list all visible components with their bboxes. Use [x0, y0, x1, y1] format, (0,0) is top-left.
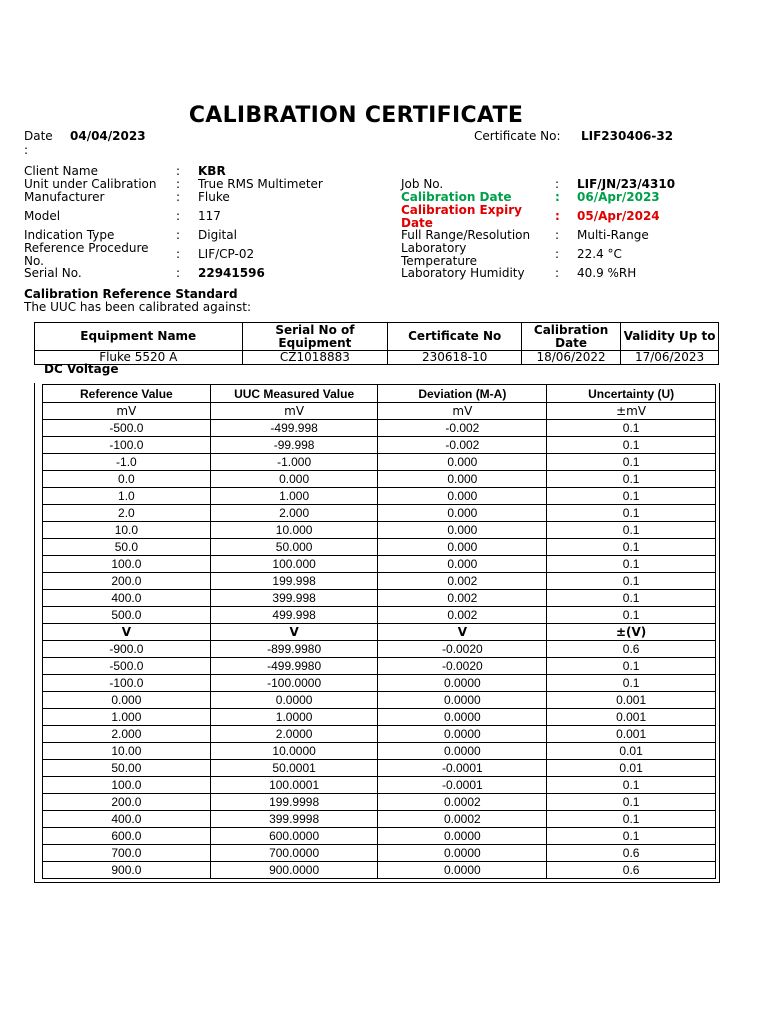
uncertainty-cell: 0.1	[547, 658, 716, 675]
deviation-cell: 0.0000	[378, 845, 547, 862]
table-row	[43, 641, 716, 658]
uuc-measured-value-cell: 600.0000	[210, 828, 378, 845]
reference-value-cell: 100.0	[43, 556, 211, 573]
table-row	[43, 743, 716, 760]
unit-row	[43, 624, 716, 641]
uuc-measured-value-cell: 700.0000	[210, 845, 378, 862]
deviation-cell: 0.002	[378, 590, 547, 607]
indication-value: Digital	[198, 228, 237, 242]
deviation-cell: 0.000	[378, 556, 547, 573]
procedure-colon: :	[176, 247, 181, 261]
expiry-label-line1: Calibration Expiry	[401, 203, 522, 217]
unit-value: True RMS Multimeter	[198, 177, 323, 191]
table-row	[43, 692, 716, 709]
reference-heading: Calibration Reference Standard	[24, 287, 238, 301]
uuc-measured-value-cell: -100.0000	[210, 675, 378, 692]
uuc-measured-value-cell: 2.000	[210, 505, 378, 522]
reference-value-cell: 600.0	[43, 828, 211, 845]
uuc-measured-value-cell: 10.0000	[210, 743, 378, 760]
uncertainty-cell: 0.1	[547, 828, 716, 845]
reference-value-cell: 10.00	[43, 743, 211, 760]
uncertainty-cell: 0.1	[547, 522, 716, 539]
uncertainty-cell: 0.1	[547, 777, 716, 794]
table-row	[43, 420, 716, 437]
reference-value-cell: 500.0	[43, 607, 211, 624]
deviation-cell: 0.0000	[378, 726, 547, 743]
range-label: Full Range/Resolution	[401, 228, 531, 242]
uuc-measured-value-cell: 2.0000	[210, 726, 378, 743]
deviation-cell: -0.0020	[378, 658, 547, 675]
uncertainty-cell: 0.1	[547, 454, 716, 471]
calibration-date-cell: 18/06/2022	[522, 351, 621, 365]
deviation-cell: 0.0002	[378, 794, 547, 811]
reference-value-cell: -100.0	[43, 437, 211, 454]
reference-subtext: The UUC has been calibrated against:	[24, 300, 252, 314]
deviation-cell: 0.002	[378, 573, 547, 590]
manufacturer-label: Manufacturer	[24, 190, 105, 204]
reference-value-cell: 0.0	[43, 471, 211, 488]
uuc-measured-value-cell: 50.000	[210, 539, 378, 556]
table-row	[43, 760, 716, 777]
uuc-measured-value-cell: -99.998	[210, 437, 378, 454]
dc-voltage-table	[42, 384, 716, 879]
reference-value-cell: 50.0	[43, 539, 211, 556]
unit-row	[43, 403, 716, 420]
calibration-date-value: 06/Apr/2023	[577, 190, 660, 204]
reference-value-cell: -500.0	[43, 658, 211, 675]
uncertainty-cell: 0.6	[547, 845, 716, 862]
uncertainty-cell: 0.001	[547, 726, 716, 743]
table-row	[43, 777, 716, 794]
model-value: 117	[198, 209, 221, 223]
indication-colon: :	[176, 228, 181, 242]
table-row	[43, 454, 716, 471]
deviation-cell: 0.0000	[378, 675, 547, 692]
uncertainty-cell: 0.01	[547, 743, 716, 760]
uncertainty-cell: 0.001	[547, 692, 716, 709]
deviation-cell: 0.0000	[378, 743, 547, 760]
deviation-cell: 0.0000	[378, 692, 547, 709]
reference-value-cell: 10.0	[43, 522, 211, 539]
header-certificate-no: Certificate No	[388, 323, 522, 351]
unit-cell: mV	[210, 403, 378, 420]
unit-cell: mV	[378, 403, 547, 420]
calibration-date-colon: :	[555, 190, 560, 204]
reference-value-cell: 400.0	[43, 590, 211, 607]
uncertainty-cell: 0.1	[547, 471, 716, 488]
date-colon: :	[24, 143, 29, 157]
uuc-measured-value-cell: 399.9998	[210, 811, 378, 828]
unit-cell: ±(V)	[547, 624, 716, 641]
header-uncertainty: Uncertainty (U)	[547, 385, 716, 403]
table-row	[43, 488, 716, 505]
date-value: 04/04/2023	[70, 129, 146, 143]
table-row	[43, 471, 716, 488]
uuc-measured-value-cell: 1.000	[210, 488, 378, 505]
reference-value-cell: 100.0	[43, 777, 211, 794]
deviation-cell: -0.0020	[378, 641, 547, 658]
humidity-value: 40.9 %RH	[577, 266, 637, 280]
table-row	[43, 862, 716, 879]
deviation-cell: -0.002	[378, 420, 547, 437]
table-row	[43, 658, 716, 675]
validity-cell: 17/06/2023	[621, 351, 719, 365]
uuc-measured-value-cell: 399.998	[210, 590, 378, 607]
reference-value-cell: -500.0	[43, 420, 211, 437]
uncertainty-cell: 0.1	[547, 539, 716, 556]
procedure-value: LIF/CP-02	[198, 247, 255, 261]
deviation-cell: 0.000	[378, 454, 547, 471]
reference-value-cell: 1.0	[43, 488, 211, 505]
table-row	[43, 709, 716, 726]
deviation-cell: 0.0000	[378, 709, 547, 726]
uuc-measured-value-cell: 100.000	[210, 556, 378, 573]
table-row	[43, 522, 716, 539]
uuc-measured-value-cell: -499.998	[210, 420, 378, 437]
range-value: Multi-Range	[577, 228, 649, 242]
table-row	[43, 794, 716, 811]
uuc-measured-value-cell: 100.0001	[210, 777, 378, 794]
uncertainty-cell: 0.1	[547, 437, 716, 454]
deviation-cell: -0.0001	[378, 777, 547, 794]
deviation-cell: 0.000	[378, 522, 547, 539]
serial-no-cell: CZ1018883	[242, 351, 388, 365]
reference-value-cell: 1.000	[43, 709, 211, 726]
reference-value-cell: -100.0	[43, 675, 211, 692]
uuc-measured-value-cell: 0.0000	[210, 692, 378, 709]
reference-value-cell: 50.00	[43, 760, 211, 777]
manufacturer-colon: :	[176, 190, 181, 204]
reference-data-row	[35, 351, 719, 365]
reference-value-cell: 400.0	[43, 811, 211, 828]
dc-voltage-title: DC Voltage	[44, 362, 119, 376]
serial-colon: :	[176, 266, 181, 280]
table-row	[43, 539, 716, 556]
header-equipment-name: Equipment Name	[35, 323, 243, 351]
table-row	[43, 590, 716, 607]
certificate-no-label: Certificate No:	[474, 129, 561, 143]
job-value: LIF/JN/23/4310	[577, 177, 676, 191]
uncertainty-cell: 0.01	[547, 760, 716, 777]
uncertainty-cell: 0.1	[547, 590, 716, 607]
deviation-cell: 0.0000	[378, 828, 547, 845]
certificate-no-cell: 230618-10	[388, 351, 522, 365]
calibration-date-label: Calibration Date	[401, 190, 512, 204]
reference-value-cell: 900.0	[43, 862, 211, 879]
procedure-label-line1: Reference Procedure	[24, 241, 149, 255]
unit-label: Unit under Calibration	[24, 177, 157, 191]
uuc-measured-value-cell: 1.0000	[210, 709, 378, 726]
reference-value-cell: 200.0	[43, 794, 211, 811]
date-label: Date	[24, 129, 53, 143]
header-calibration-date: Calibration Date	[522, 323, 621, 351]
reference-value-cell: 700.0	[43, 845, 211, 862]
uuc-measured-value-cell: 499.998	[210, 607, 378, 624]
deviation-cell: 0.000	[378, 471, 547, 488]
serial-value: 22941596	[198, 266, 265, 280]
client-name-label: Client Name	[24, 164, 98, 178]
table-row	[43, 505, 716, 522]
deviation-cell: 0.0002	[378, 811, 547, 828]
table-row	[43, 675, 716, 692]
table-row	[43, 437, 716, 454]
uncertainty-cell: 0.1	[547, 488, 716, 505]
reference-value-cell: 200.0	[43, 573, 211, 590]
unit-cell: V	[378, 624, 547, 641]
model-label: Model	[24, 209, 61, 223]
manufacturer-value: Fluke	[198, 190, 230, 204]
range-colon: :	[555, 228, 560, 242]
reference-value-cell: 2.000	[43, 726, 211, 743]
model-colon: :	[176, 209, 181, 223]
table-row	[43, 726, 716, 743]
serial-label: Serial No.	[24, 266, 82, 280]
deviation-cell: 0.000	[378, 505, 547, 522]
uuc-measured-value-cell: 50.0001	[210, 760, 378, 777]
header-validity: Validity Up to	[621, 323, 719, 351]
unit-cell: mV	[43, 403, 211, 420]
reference-value-cell: 2.0	[43, 505, 211, 522]
unit-cell: V	[43, 624, 211, 641]
temperature-label-line1: Laboratory	[401, 241, 467, 255]
temperature-value: 22.4 °C	[577, 247, 622, 261]
table-row	[43, 607, 716, 624]
uuc-measured-value-cell: -899.9980	[210, 641, 378, 658]
humidity-label: Laboratory Humidity	[401, 266, 525, 280]
table-row	[43, 811, 716, 828]
expiry-value: 05/Apr/2024	[577, 209, 660, 223]
uncertainty-cell: 0.1	[547, 811, 716, 828]
reference-standard-table	[34, 322, 719, 365]
temperature-colon: :	[555, 247, 560, 261]
uncertainty-cell: 0.1	[547, 794, 716, 811]
uncertainty-cell: 0.1	[547, 675, 716, 692]
uncertainty-cell: 0.6	[547, 862, 716, 879]
uuc-measured-value-cell: -1.000	[210, 454, 378, 471]
equipment-name-cell: Fluke 5520 A	[35, 351, 243, 365]
reference-header-row	[35, 323, 719, 351]
uuc-measured-value-cell: 900.0000	[210, 862, 378, 879]
indication-label: Indication Type	[24, 228, 115, 242]
unit-cell: V	[210, 624, 378, 641]
header-uuc-measured-value: UUC Measured Value	[210, 385, 378, 403]
job-colon: :	[555, 177, 560, 191]
header-reference-value: Reference Value	[43, 385, 211, 403]
deviation-cell: 0.000	[378, 539, 547, 556]
uuc-measured-value-cell: 199.9998	[210, 794, 378, 811]
table-row	[43, 556, 716, 573]
certificate-title: CALIBRATION CERTIFICATE	[188, 103, 524, 128]
unit-colon: :	[176, 177, 181, 191]
uncertainty-cell: 0.1	[547, 607, 716, 624]
uncertainty-cell: 0.1	[547, 556, 716, 573]
uncertainty-cell: 0.001	[547, 709, 716, 726]
table-row	[43, 828, 716, 845]
uuc-measured-value-cell: -499.9980	[210, 658, 378, 675]
header-deviation: Deviation (M-A)	[378, 385, 547, 403]
certificate-no-value: LIF230406-32	[581, 129, 674, 143]
job-label: Job No.	[401, 177, 444, 191]
uuc-measured-value-cell: 10.000	[210, 522, 378, 539]
expiry-colon: :	[555, 209, 560, 223]
client-name-colon: :	[176, 164, 181, 178]
temperature-label-line2: Temperature	[401, 254, 478, 268]
uncertainty-cell: 0.1	[547, 420, 716, 437]
expiry-label-line2: Date	[401, 216, 433, 230]
deviation-cell: 0.000	[378, 488, 547, 505]
procedure-label-line2: No.	[24, 254, 44, 268]
uuc-measured-value-cell: 199.998	[210, 573, 378, 590]
deviation-cell: 0.0000	[378, 862, 547, 879]
uncertainty-cell: 0.1	[547, 573, 716, 590]
deviation-cell: -0.002	[378, 437, 547, 454]
humidity-colon: :	[555, 266, 560, 280]
header-serial-no: Serial No of Equipment	[242, 323, 388, 351]
reference-value-cell: 0.000	[43, 692, 211, 709]
reference-value-cell: -1.0	[43, 454, 211, 471]
dc-table-body	[43, 403, 716, 879]
client-name-value: KBR	[198, 164, 226, 178]
deviation-cell: -0.0001	[378, 760, 547, 777]
unit-cell: ±mV	[547, 403, 716, 420]
uncertainty-cell: 0.6	[547, 641, 716, 658]
dc-header-row	[43, 385, 716, 403]
reference-value-cell: -900.0	[43, 641, 211, 658]
deviation-cell: 0.002	[378, 607, 547, 624]
uuc-measured-value-cell: 0.000	[210, 471, 378, 488]
uncertainty-cell: 0.1	[547, 505, 716, 522]
table-row	[43, 573, 716, 590]
table-row	[43, 845, 716, 862]
